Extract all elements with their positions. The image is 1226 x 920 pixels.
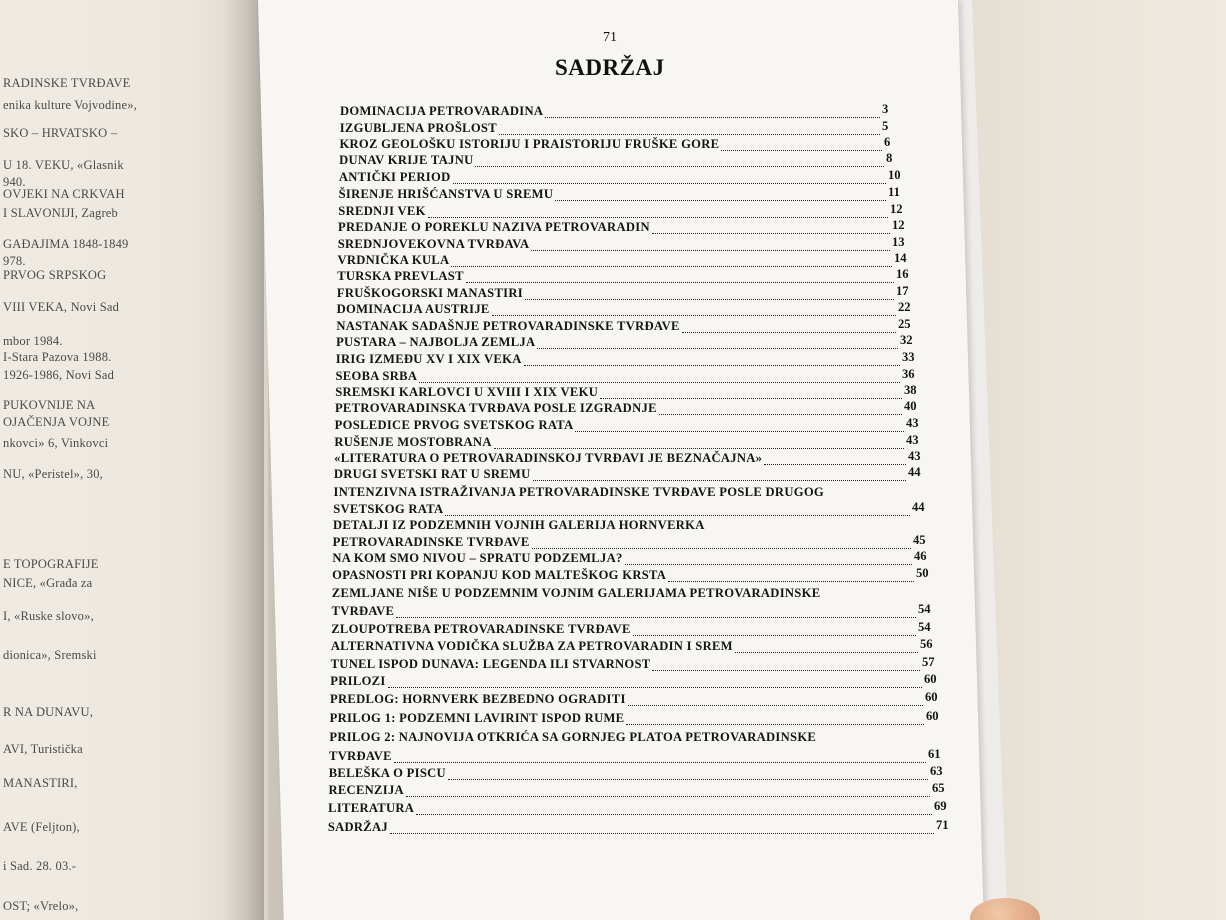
left-page-line: E TOPOGRAFIJE [3,557,99,571]
left-page-line: OJAČENJA VOJNE [3,415,110,429]
toc-entry-page: 44 [908,465,921,479]
toc-leader-dots [428,205,888,218]
toc-leader-dots [475,154,884,167]
toc-entry-page: 46 [914,549,927,563]
toc-entry-page: 44 [912,500,925,514]
toc-entry-title: SVETSKOG RATA [333,502,444,516]
toc-entry-page: 50 [916,566,929,580]
toc-entry-title: LITERATURA [328,801,415,815]
toc-entry-title: PRILOZI [330,674,386,688]
toc-leader-dots [394,750,926,763]
toc-leader-dots [764,452,906,465]
toc-entry-title: TUNEL ISPOD DUNAVA: LEGENDA ILI STVARNOST [330,657,651,671]
toc-entry-page: 54 [918,620,931,634]
toc-leader-dots [453,171,886,184]
toc-entry-page: 40 [904,399,917,413]
left-page-line: AVI, Turistička [3,742,83,756]
toc-entry-title: SREMSKI KARLOVCI U XVIII I XIX VEKU [335,385,599,399]
toc-entry-title: ZLOUPOTREBA PETROVARADINSKE TVRĐAVE [331,622,631,636]
toc-entry-page: 54 [918,602,931,616]
toc-leader-dots [659,402,902,415]
toc-leader-dots [390,821,934,834]
left-page-line: 978. [3,254,26,268]
toc-entry-page: 8 [886,151,893,165]
toc-entry-title: INTENZIVNA ISTRAŽIVANJA PETROVARADINSKE TVRĐAVE POSLE DRUGOG [333,485,825,499]
toc-entry-page: 33 [902,350,915,364]
toc-entry-title: PETROVARADINSKA TVRĐAVA POSLE IZGRADNJE [334,401,657,415]
toc-leader-dots [531,238,890,251]
toc-leader-dots [494,436,904,449]
page-title: SADRŽAJ [555,55,665,80]
toc-entry-title: BELEŠKA O PISCU [328,766,446,780]
toc-entry-title: «LITERATURA O PETROVARADINSKOJ TVRĐAVI JE BEZNAČAJNA» [334,451,763,465]
left-page-line: MANASTIRI, [3,776,78,790]
toc-leader-dots [575,419,904,432]
page-number: 71 [603,30,617,45]
left-page-line: PUKOVNIJE NA [3,398,96,412]
toc-entry-title: RUŠENJE MOSTOBRANA [334,435,492,449]
left-page-line: I SLAVONIJI, Zagreb [3,206,119,220]
left-page-line: I-Stara Pazova 1988. [3,350,112,364]
toc-leader-dots [626,712,924,725]
toc-entry-title: KROZ GEOLOŠKU ISTORIJU I PRAISTORIJU FRUŠKE GORE [339,137,720,151]
toc-entry-page: 57 [922,655,935,669]
toc-entry-title: IZGUBLJENA PROŠLOST [339,121,497,135]
left-page-line: dionica», Sremski [3,648,97,662]
left-page-line: nkovci» 6, Vinkovci [3,436,109,450]
toc-entry-page: 10 [888,168,901,182]
toc-entry-page: 56 [920,637,933,651]
toc-leader-dots [451,254,892,267]
toc-entry-title: ANTIČKI PERIOD [338,170,451,184]
toc-entry-page: 65 [932,781,945,795]
toc-entry-page: 43 [906,416,919,430]
left-page-line: RADINSKE TVRĐAVE [3,76,131,90]
toc-entry-title: PREDANJE O POREKLU NAZIVA PETROVARADIN [338,220,650,234]
toc-entry-page: 12 [890,202,903,216]
left-page-line: NU, «Peristel», 30, [3,467,103,481]
toc-entry-title: DOMINACIJA AUSTRIJE [336,302,490,316]
toc-entry-page: 12 [892,218,905,232]
toc-leader-dots [721,138,882,151]
toc-entry-title: PETROVARADINSKE TVRĐAVE [332,535,530,549]
toc-entry-title: ŠIRENJE HRIŠĆANSTVA U SREMU [338,187,554,201]
toc-entry-page: 38 [904,383,917,397]
left-page-line: GAĐAJIMA 1848-1849 [3,237,129,251]
toc-entry-title: VRDNIČKA KULA [337,253,450,267]
toc-entry-title: RECENZIJA [328,783,404,797]
toc-entry-title: DETALJI IZ PODZEMNIH VOJNIH GALERIJA HORNVERKA [332,518,705,532]
toc-entry-page: 45 [913,533,926,547]
toc-entry-page: 25 [898,317,911,331]
toc-leader-dots [652,221,890,234]
left-page-line: enika kulture Vojvodine», [3,98,138,112]
toc-entry-page: 16 [896,267,909,281]
toc-leader-dots [492,303,896,316]
toc-entry-title: ALTERNATIVNA VODIČKA SLUŽBA ZA PETROVARADIN I SREM [330,639,733,653]
toc-leader-dots [466,270,894,283]
toc-entry-page: 11 [888,185,900,199]
toc-entry-title: SADRŽAJ [327,820,388,834]
toc-leader-dots [416,802,932,815]
toc-entry-page: 6 [884,135,891,149]
toc-entry-title: TURSKA PREVLAST [337,269,464,283]
left-page-line: AVE (Feljton), [3,820,80,834]
toc-leader-dots [555,188,886,201]
toc-leader-dots [448,767,928,780]
toc-leader-dots [524,353,900,366]
toc-leader-dots [396,605,916,618]
toc-leader-dots [633,623,916,636]
toc-leader-dots [532,536,911,549]
toc-leader-dots [445,503,910,516]
left-page-line: i Sad. 28. 03.- [3,859,77,873]
toc-leader-dots [600,386,902,399]
toc-entry-title: SREDNJOVEKOVNA TVRĐAVA [337,237,530,251]
toc-entry-title: TVRĐAVE [331,604,395,618]
toc-entry-title: DOMINACIJA PETROVARADINA [340,104,544,118]
toc-entry-page: 71 [936,818,949,832]
toc-leader-dots [499,122,880,135]
toc-entry-page: 60 [926,709,939,723]
left-page-line: R NA DUNAVU, [3,705,94,719]
toc-entry-page: 3 [882,102,889,116]
left-page-line: 940. [3,175,26,189]
toc-leader-dots [388,675,922,688]
toc-entry-title: PUSTARA – NAJBOLJA ZEMLJA [336,335,536,349]
toc-leader-dots [537,336,898,349]
toc-entry-title: NASTANAK SADAŠNJE PETROVARADINSKE TVRĐAVE [336,319,680,333]
toc-entry-page: 13 [892,235,905,249]
toc-entry-title: PRILOG 1: PODZEMNI LAVIRINT ISPOD RUME [329,711,625,725]
toc-entry-title: TVRĐAVE [329,749,392,763]
toc-leader-dots [652,658,920,671]
toc-entry-page: 22 [898,300,911,314]
toc-entry-page: 5 [882,119,889,133]
left-page-line: PRVOG SRPSKOG [3,268,107,282]
left-page-line: I, «Ruske slovo», [3,609,94,623]
left-page-line: OVJEKI NA CRKVAH [3,187,125,201]
toc-entry-title: DUNAV KRIJE TAJNU [339,153,474,167]
left-page-line: U 18. VEKU, «Glasnik [3,158,124,172]
toc-entry-title: OPASNOSTI PRI KOPANJU KOD MALTEŠKOG KRSTA [332,568,667,582]
toc-leader-dots [735,640,918,653]
toc-entry-page: 69 [934,799,947,813]
toc-leader-dots [668,569,914,582]
toc-entry-page: 17 [896,284,909,298]
toc-entry-page: 32 [900,333,913,347]
toc-leader-dots [406,784,930,797]
toc-entry-title: POSLEDICE PRVOG SVETSKOG RATA [334,418,574,432]
book-gutter-shadow [224,0,264,920]
toc-entry-page: 43 [906,433,919,447]
toc-entry-page: 60 [925,690,938,704]
toc-entry-title: PRILOG 2: NAJNOVIJA OTKRIĆA SA GORNJEG PLATOA PETROVARADINSKE [329,730,817,744]
toc-leader-dots [545,105,880,118]
toc-entry-title: SEOBA SRBA [335,369,418,383]
toc-entry-title: FRUŠKOGORSKI MANASTIRI [336,286,523,300]
toc-entry-title: DRUGI SVETSKI RAT U SREMU [333,467,531,481]
toc-entry-title: PREDLOG: HORNVERK BEZBEDNO OGRADITI [330,692,626,706]
toc-leader-dots [682,320,896,333]
toc-entry-title: ZEMLJANE NIŠE U PODZEMNIM VOJNIM GALERIJAMA PETROVARADINSKE [331,586,821,600]
left-page-line: 1926-1986, Novi Sad [3,368,115,382]
toc-entry-page: 43 [908,449,921,463]
toc-leader-dots [419,370,900,383]
toc-entry-title: IRIG IZMEĐU XV I XIX VEKA [335,352,522,366]
left-page-line: OST; «Vrelo», [3,899,79,913]
toc-entry-page: 61 [928,747,941,761]
toc-leader-dots [625,552,912,565]
left-page-line: mbor 1984. [3,334,63,348]
toc-leader-dots [533,468,906,481]
toc-entry-title: NA KOM SMO NIVOU – SPRATU PODZEMLJA? [332,551,623,565]
toc-entry-page: 14 [894,251,907,265]
toc-leader-dots [525,287,894,300]
left-page-line: VIII VEKA, Novi Sad [3,300,120,314]
toc-entry-title: SREDNJI VEK [338,204,426,218]
left-page-line: SKO – HRVATSKO – [3,126,118,140]
toc-leader-dots [628,693,923,706]
toc-entry-page: 60 [924,672,937,686]
toc-entry-page: 36 [902,367,915,381]
left-page-line: NICE, «Građa za [3,576,93,590]
toc-entry-page: 63 [930,764,943,778]
